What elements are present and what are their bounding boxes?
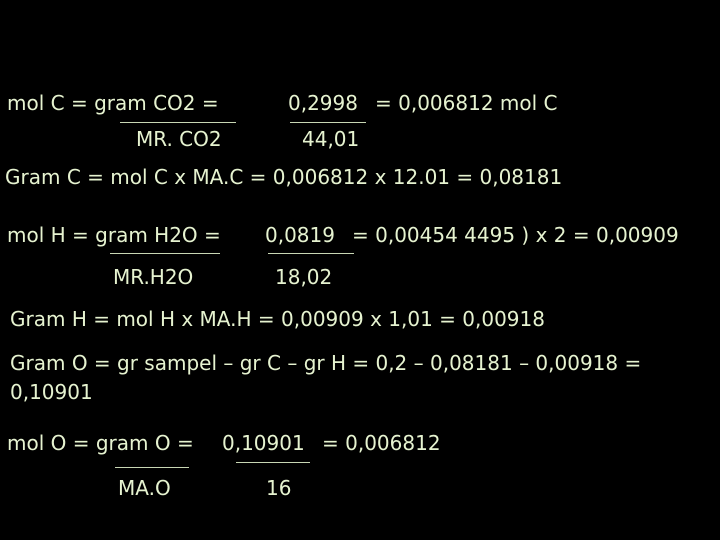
mol-o-label: mol O = gram O = <box>7 431 194 455</box>
mol-c-numerator-value: 0,2998 <box>288 91 358 115</box>
gram-o-result: 0,10901 <box>10 380 93 404</box>
ma-o-value: 16 <box>266 476 292 500</box>
fraction-bar-value-h <box>268 253 354 254</box>
fraction-bar-o <box>115 467 189 468</box>
fraction-bar-co2 <box>120 122 236 123</box>
mol-c-label: mol C = gram CO2 = <box>7 91 219 115</box>
fraction-bar-value-o <box>236 462 310 463</box>
mr-h2o-value: 18,02 <box>275 265 333 289</box>
mol-h-label: mol H = gram H2O = <box>7 223 221 247</box>
gram-c-equation: Gram C = mol C x MA.C = 0,006812 x 12.01 = 0,08181 <box>5 165 563 189</box>
mol-c-result: = 0,006812 mol C <box>375 91 558 115</box>
gram-o-equation: Gram O = gr sampel – gr C – gr H = 0,2 – 0,08181 – 0,00918 = <box>10 351 642 375</box>
mol-o-result: = 0,006812 <box>322 431 441 455</box>
fraction-bar-value-c <box>290 122 366 123</box>
mr-co2-value: 44,01 <box>302 127 360 151</box>
gram-h-equation: Gram H = mol H x MA.H = 0,00909 x 1,01 = 0,00918 <box>10 307 545 331</box>
fraction-bar-h2o <box>110 253 220 254</box>
ma-o-denominator: MA.O <box>118 476 171 500</box>
mol-h-numerator-value: 0,0819 <box>265 223 335 247</box>
mr-co2-denominator: MR. CO2 <box>136 127 222 151</box>
mol-o-numerator-value: 0,10901 <box>222 431 305 455</box>
mol-h-result: = 0,00454 4495 ) x 2 = 0,00909 <box>352 223 679 247</box>
mr-h2o-denominator: MR.H2O <box>113 265 194 289</box>
